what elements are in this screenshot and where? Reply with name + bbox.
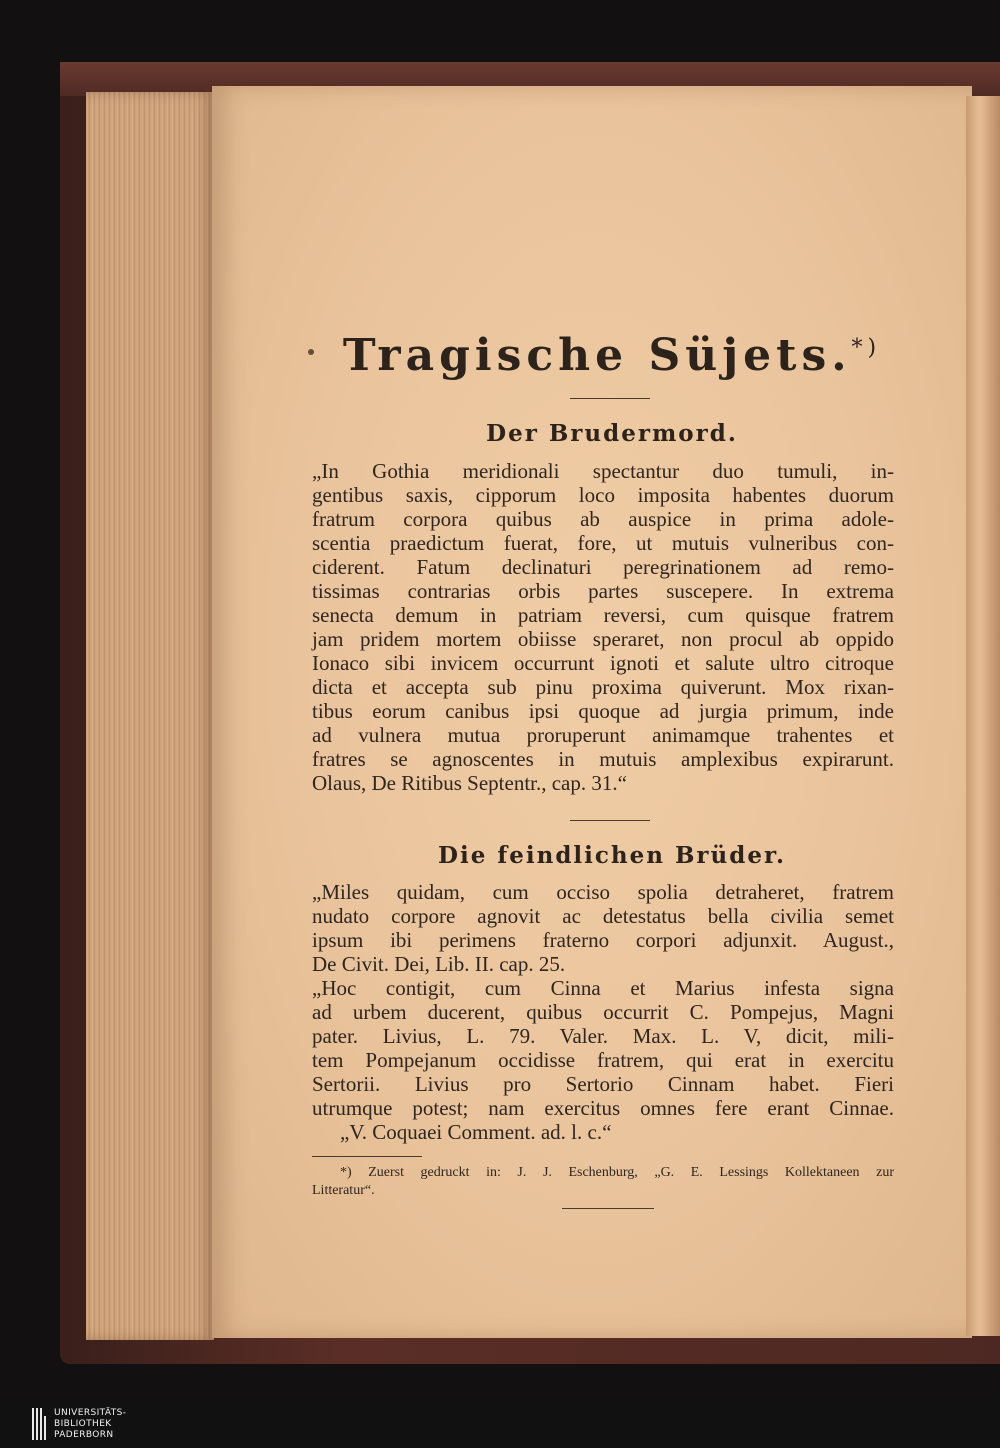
section-rule bbox=[570, 820, 650, 821]
text-line: ipsum ibi perimens fraterno corpori adjunxit. August., bbox=[312, 928, 894, 952]
text-line: „In Gothia meridionali spectantur duo tumuli, in- bbox=[312, 459, 894, 483]
text-line: pater. Livius, L. 79. Valer. Max. L. V, dicit, mili- bbox=[312, 1024, 894, 1048]
footnote-marker: *) bbox=[851, 335, 882, 361]
library-logo-icon bbox=[32, 1408, 46, 1440]
text-line: tibus eorum canibus ipsi quoque ad jurgia primum, inde bbox=[312, 699, 894, 723]
text-line: tissimas contrarias orbis partes suscepere. In extrema bbox=[312, 579, 894, 603]
text-line: „Miles quidam, cum occiso spolia detraheret, fratrem bbox=[312, 880, 894, 904]
text-line: senecta demum in patriam reversi, cum quisque fratrem bbox=[312, 603, 894, 627]
library-logo-text bbox=[54, 1408, 174, 1441]
title-rule bbox=[570, 398, 650, 399]
logo-line: PADERBORN bbox=[54, 1430, 114, 1440]
text-line: nudato corpore agnovit ac detestatus bella civilia semet bbox=[312, 904, 894, 928]
text-line: fratres se agnoscentes in mutuis amplexibus expirarunt. bbox=[312, 747, 894, 771]
text-line: Ionaco sibi invicem occurrunt ignoti et salute ultro citroque bbox=[312, 651, 894, 675]
footnote-line: Litteratur“. bbox=[312, 1183, 375, 1198]
text-line: Sertorii. Livius pro Sertorio Cinnam habet. Fieri bbox=[312, 1072, 894, 1096]
text-line: jam pridem mortem obiisse speraret, non procul ab oppido bbox=[312, 627, 894, 651]
text-line: De Civit. Dei, Lib. II. cap. 25. bbox=[312, 952, 566, 976]
library-logo-bar bbox=[0, 1400, 1000, 1448]
page-block-edges bbox=[86, 92, 214, 1340]
text-line: scentia praedictum fuerat, fore, ut mutuis vulneribus con- bbox=[312, 531, 894, 555]
text-line: tem Pompejanum occidisse fratrem, qui erat in exercitu bbox=[312, 1048, 894, 1072]
logo-line: BIBLIOTHEK bbox=[54, 1419, 112, 1429]
text-line: gentibus saxis, cipporum loco imposita habentes duorum bbox=[312, 483, 894, 507]
text-line: ad urbem ducerent, quibus occurrit C. Pompejus, Magni bbox=[312, 1000, 894, 1024]
text-line: ad vulnera mutua proruperunt animamque trahentes et bbox=[312, 723, 894, 747]
section-heading: Die feindlichen Brüder. bbox=[438, 842, 786, 869]
footnote-rule bbox=[312, 1156, 422, 1157]
text-line: utrumque potest; nam exercitus omnes fere erant Cinnae. bbox=[312, 1096, 894, 1120]
text-line: Olaus, De Ritibus Septentr., cap. 31.“ bbox=[312, 771, 627, 795]
text-line: dicta et accepta sub pinu proxima quiverunt. Mox rixan- bbox=[312, 675, 894, 699]
text-line: „Hoc contigit, cum Cinna et Marius infesta signa bbox=[312, 976, 894, 1000]
page-title-text: Tragische Süjets. bbox=[342, 330, 852, 381]
text-line: ciderent. Fatum declinaturi peregrinationem ad remo- bbox=[312, 555, 894, 579]
footnote-line: *) Zuerst gedruckt in: J. J. Eschenburg, „G. E. Lessings Kollektaneen zur bbox=[340, 1165, 894, 1180]
section-heading: Der Brudermord. bbox=[486, 420, 738, 447]
end-rule bbox=[562, 1208, 654, 1209]
facing-page-edge bbox=[966, 96, 1000, 1336]
text-line: fratrum corpora quibus ab auspice in prima adole- bbox=[312, 507, 894, 531]
page-title bbox=[312, 330, 912, 381]
logo-line: UNIVERSITÄTS- bbox=[54, 1408, 127, 1418]
text-line: „V. Coquaei Comment. ad. l. c.“ bbox=[340, 1120, 612, 1144]
